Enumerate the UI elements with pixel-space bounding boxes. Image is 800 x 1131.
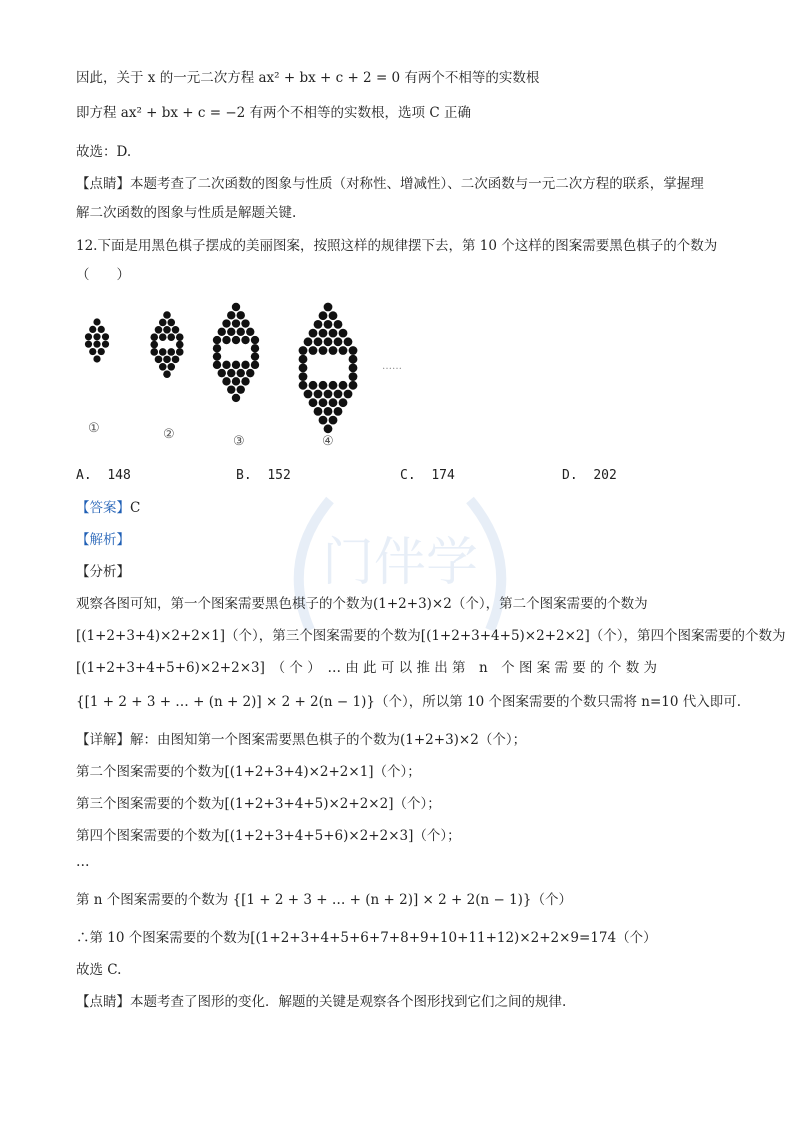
- chess-piece: [329, 311, 338, 320]
- chess-piece: [167, 319, 175, 327]
- detail-line-1: [76, 730, 526, 750]
- comment-line-2: 解二次函数的图象与性质是解题关键.: [76, 205, 297, 221]
- chess-piece: [299, 372, 308, 381]
- chess-piece: [227, 385, 235, 393]
- chess-piece: [85, 333, 92, 340]
- chess-piece: [98, 348, 105, 355]
- chess-piece: [324, 320, 333, 329]
- chess-piece: [251, 361, 259, 369]
- fenxi-line-2: [(1+2+3+4)×2+2×1]（个），第三个图案需要的个数为[(1+2+3+4+5)×2+2×2]（个），第四个图案需要的个数为: [76, 628, 786, 644]
- comment-line-1: [76, 174, 704, 194]
- chess-piece: [93, 341, 100, 348]
- chess-piece: [232, 336, 240, 344]
- chess-piece: [319, 346, 328, 355]
- chess-piece: [334, 407, 343, 416]
- chess-piece: [163, 370, 171, 378]
- chess-piece: [155, 356, 163, 364]
- chess-piece: [237, 311, 245, 319]
- detail-line-4: 第四个图案需要的个数为[(1+2+3+4+5+6)×2+2×3]（个）；: [76, 828, 461, 844]
- chess-piece: [237, 385, 245, 393]
- chess-piece: [93, 318, 100, 325]
- chess-piece: [241, 336, 249, 344]
- chess-piece: [227, 311, 235, 319]
- chess-piece: [324, 424, 333, 433]
- chess-piece: [150, 341, 158, 349]
- figure-label-4: ④: [322, 434, 334, 449]
- chess-piece: [159, 319, 167, 327]
- chess-piece: [167, 333, 175, 341]
- chess-piece: [339, 381, 348, 390]
- chess-piece: [319, 416, 328, 425]
- text-line-1: 因此，关于 x 的一元二次方程 ax² + bx + c + 2 = 0 有两个不相等的实数根: [76, 70, 540, 86]
- chess-piece: [309, 329, 318, 338]
- chess-piece: [102, 333, 109, 340]
- chess-piece: [339, 329, 348, 338]
- chess-piece: [213, 336, 221, 344]
- chess-piece: [176, 333, 184, 341]
- fenxi-tag: 【分析】: [76, 564, 130, 580]
- chess-piece: [299, 364, 308, 373]
- chess-piece: [324, 390, 333, 399]
- chess-piece: [324, 407, 333, 416]
- chess-piece: [213, 352, 221, 360]
- chess-piece: [299, 355, 308, 364]
- chess-piece: [299, 381, 308, 390]
- chess-piece: [232, 377, 240, 385]
- chess-piece: [304, 390, 313, 399]
- chess-piece: [85, 341, 92, 348]
- chess-piece: [237, 328, 245, 336]
- chess-piece: [246, 369, 254, 377]
- chess-piece: [167, 348, 175, 356]
- chess-piece: [319, 311, 328, 320]
- fenxi-line-1: 观察各图可知，第一个图案需要黑色棋子的个数为(1+2+3)×2（个），第二个图案需要的个数为: [76, 596, 648, 612]
- chess-piece: [159, 348, 167, 356]
- chess-piece: [159, 333, 167, 341]
- detail-tag: 【详解】: [76, 732, 130, 748]
- chess-piece: [232, 361, 240, 369]
- answer-tag: 【答案】: [76, 500, 130, 516]
- chess-piece: [218, 328, 226, 336]
- chess-piece: [155, 326, 163, 334]
- chess-piece: [222, 377, 230, 385]
- chess-piece: [334, 337, 343, 346]
- chess-piece: [246, 328, 254, 336]
- text-line-3: 故选：D.: [76, 144, 132, 160]
- analysis-tag: 【解析】: [76, 532, 130, 548]
- chess-piece: [93, 333, 100, 340]
- chess-piece: [163, 326, 171, 334]
- chess-piece: [329, 381, 338, 390]
- final-comment-text: 本题考查了图形的变化．解题的关键是观察各个图形找到它们之间的规律.: [130, 994, 567, 1010]
- chess-piece: [304, 337, 313, 346]
- chess-piece: [163, 356, 171, 364]
- chess-piece: [172, 356, 180, 364]
- chess-piece: [251, 352, 259, 360]
- chess-piece: [329, 398, 338, 407]
- chess-piece: [319, 381, 328, 390]
- chess-piece: [218, 369, 226, 377]
- chess-piece: [329, 329, 338, 338]
- chess-piece: [339, 346, 348, 355]
- chess-piece: [314, 320, 323, 329]
- chess-piece: [237, 369, 245, 377]
- comment-tag: 【点睛】: [76, 176, 130, 192]
- chess-piece: [241, 377, 249, 385]
- chess-piece: [172, 326, 180, 334]
- answer-value: C: [130, 500, 141, 516]
- fenxi-line-4: {[1 + 2 + 3 + … + (n + 2)] × 2 + 2(n − 1)}（个），所以第 10 个图案需要的个数只需将 n=10 代入即可.: [76, 694, 742, 710]
- detail-line-6: 第 n 个图案需要的个数为 {[1 + 2 + 3 + … + (n + 2)] × 2 + 2(n − 1)}（个）: [76, 892, 573, 908]
- chess-piece: [93, 355, 100, 362]
- chess-piece: [314, 337, 323, 346]
- chess-piece: [309, 346, 318, 355]
- chess-piece: [89, 326, 96, 333]
- chess-piece: [309, 398, 318, 407]
- chess-piece: [89, 348, 96, 355]
- chess-piece: [227, 328, 235, 336]
- chess-piece: [251, 344, 259, 352]
- detail-line-3: 第三个图案需要的个数为[(1+2+3+4+5)×2+2×2]（个）；: [76, 796, 441, 812]
- option-a: A. 148: [76, 468, 131, 483]
- chess-piece: [334, 320, 343, 329]
- text-line-2: 即方程 ax² + bx + c = −2 有两个不相等的实数根，选项 C 正确: [76, 105, 471, 121]
- fenxi-line-3: [(1+2+3+4+5+6)×2+2×3] （ 个 ） … 由 此 可 以 推 出 第 n 个 图 案 需 要 的 个 数 为: [76, 660, 658, 676]
- figure-ellipsis: ……: [382, 361, 402, 372]
- chess-piece: [213, 361, 221, 369]
- chess-piece: [349, 346, 358, 355]
- chess-piece: [349, 355, 358, 364]
- figure-label-3: ③: [233, 434, 245, 449]
- chess-piece: [319, 398, 328, 407]
- chess-piece: [98, 326, 105, 333]
- chess-piece: [339, 398, 348, 407]
- chess-piece: [232, 303, 240, 311]
- figure-label-1: ①: [88, 421, 100, 436]
- final-comment-tag: 【点睛】: [76, 994, 130, 1010]
- chess-pattern-figure: [70, 295, 410, 455]
- chess-piece: [309, 381, 318, 390]
- chess-piece: [222, 319, 230, 327]
- chess-piece: [176, 348, 184, 356]
- chess-piece: [222, 361, 230, 369]
- comment-text: 本题考查了二次函数的图象与性质（对称性、增减性）、二次函数与一元二次方程的联系，掌握理: [130, 176, 704, 192]
- chess-piece: [241, 319, 249, 327]
- chess-piece: [314, 390, 323, 399]
- chess-piece: [329, 346, 338, 355]
- detail-line-2: 第二个图案需要的个数为[(1+2+3+4)×2+2×1]（个）；: [76, 764, 421, 780]
- chess-piece: [314, 407, 323, 416]
- answer-line: [76, 498, 140, 518]
- chess-piece: [324, 337, 333, 346]
- detail-line-8: 故选 C.: [76, 962, 122, 978]
- option-c: C. 174: [400, 468, 455, 483]
- detail-text: 解：由图知第一个图案需要黑色棋子的个数为(1+2+3)×2（个）；: [130, 732, 527, 748]
- question-12-paren: （ ）: [76, 267, 130, 283]
- chess-piece: [176, 341, 184, 349]
- chess-dots: [85, 303, 358, 434]
- chess-piece: [159, 363, 167, 371]
- chess-piece: [102, 341, 109, 348]
- chess-piece: [344, 390, 353, 399]
- chess-piece: [232, 394, 240, 402]
- chess-piece: [299, 346, 308, 355]
- chess-piece: [329, 416, 338, 425]
- chess-piece: [150, 348, 158, 356]
- option-b: B. 152: [236, 468, 291, 483]
- chess-piece: [251, 336, 259, 344]
- chess-piece: [163, 311, 171, 319]
- question-12: 12.下面是用黑色棋子摆成的美丽图案，按照这样的规律摆下去，第 10 个这样的图案需要黑色棋子的个数为: [76, 238, 718, 254]
- chess-piece: [227, 369, 235, 377]
- figure-label-2: ②: [163, 427, 175, 442]
- chess-piece: [349, 381, 358, 390]
- watermark-text: 门伴学: [321, 533, 479, 593]
- chess-piece: [167, 363, 175, 371]
- chess-piece: [344, 337, 353, 346]
- chess-piece: [150, 333, 158, 341]
- chess-piece: [334, 390, 343, 399]
- chess-piece: [241, 361, 249, 369]
- option-d: D. 202: [562, 468, 617, 483]
- detail-line-7: ∴第 10 个图案需要的个数为[(1+2+3+4+5+6+7+8+9+10+11+12)×2+2×9=174（个）: [76, 930, 657, 946]
- chess-piece: [349, 372, 358, 381]
- chess-piece: [232, 319, 240, 327]
- chess-piece: [324, 303, 333, 312]
- detail-line-5: …: [76, 854, 90, 870]
- chess-piece: [222, 336, 230, 344]
- final-comment: [76, 992, 566, 1012]
- chess-piece: [349, 364, 358, 373]
- chess-piece: [319, 329, 328, 338]
- chess-piece: [213, 344, 221, 352]
